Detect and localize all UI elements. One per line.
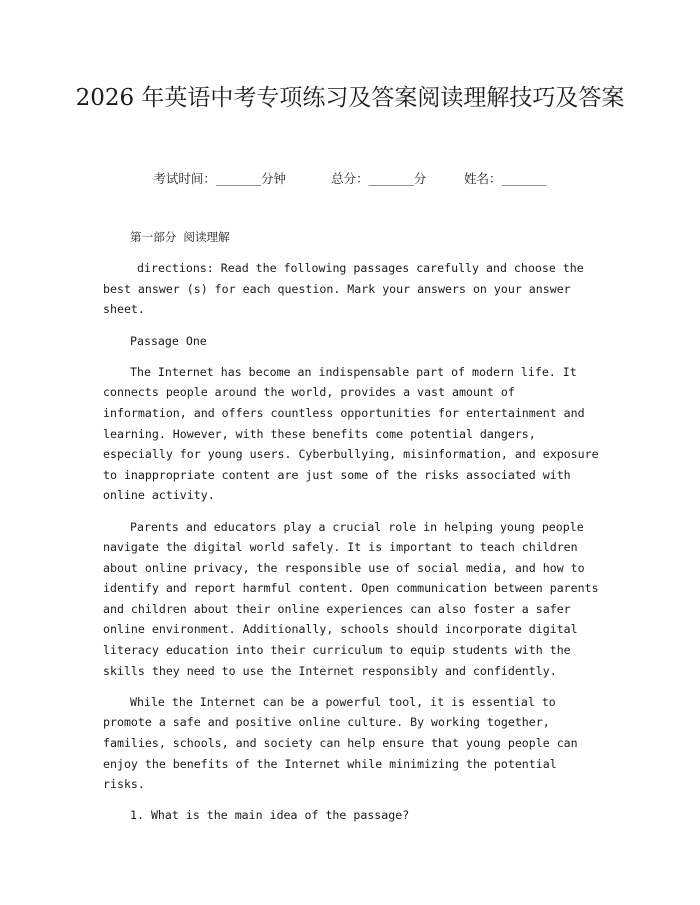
document-title: 2026 年英语中考专项练习及答案阅读理解技巧及答案 [75, 85, 625, 111]
time-label: 考试时间： [153, 171, 216, 186]
passage-paragraph: Parents and educators play a crucial role in helping young people navigate the digital world safely. It is important to teach children about online privacy, the responsible use of social media, and how to identify and report harmful content. Open communication between parents and children about their online experiences can also foster a safer online environment. Additionally, schools should incorporate digital literacy education into their curriculum to equip students with the skills they need to use the Internet responsibly and confidently. [103, 519, 599, 678]
score-unit: 分 [413, 171, 427, 186]
name-blank: ______ [501, 171, 547, 186]
passage-paragraph: While the Internet can be a powerful tool, it is essential to promote a safe and positive online culture. By working together, families, schools, and society can help ensure that young people can enjoy the benefits of the Internet while minimizing the potential risks. [103, 694, 578, 792]
document-body [103, 227, 603, 837]
directions-text: directions: Read the following passages carefully and choose the best answer (s) for each question. Mark your answers on your answer sheet. [103, 261, 584, 317]
passage-title: Passage One [130, 333, 207, 348]
time-unit: 分钟 [261, 171, 287, 186]
question-1: 1. What is the main idea of the passage? [130, 808, 410, 823]
exam-meta-line [0, 169, 700, 189]
name-label: 姓名： [464, 171, 502, 186]
score-blank: ______ [368, 171, 414, 186]
passage-paragraph: The Internet has become an indispensable part of modern life. It connects people around the world, provides a vast amount of information, and offers countless opportunities for entertainment and learning. However, with these benefits come potential dangers, especially for young users. Cyberbullying, misinformation, and exposure to inappropriate content are just some of the risks associated with online activity. [103, 364, 599, 503]
score-label: 总分： [331, 171, 369, 186]
time-blank: ______ [215, 171, 261, 186]
section-heading: 第一部分 阅读理解 [130, 230, 230, 244]
